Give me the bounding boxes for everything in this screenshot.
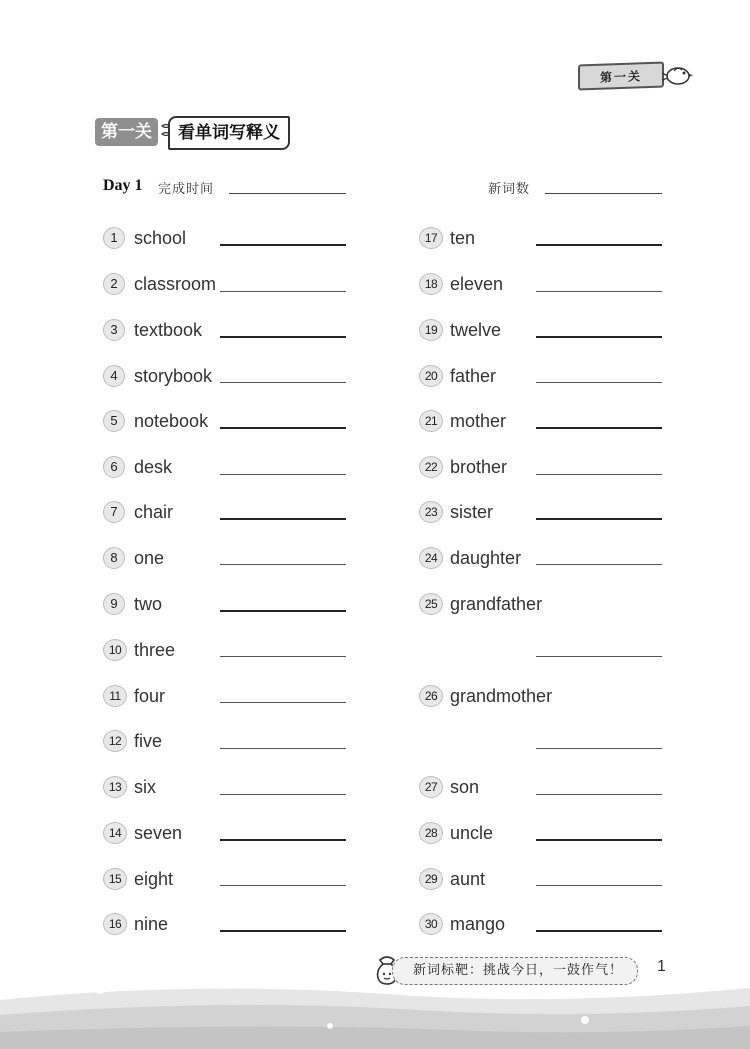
word-text: one [134, 548, 165, 568]
item-number: 17 [419, 227, 443, 249]
word-text: two [134, 594, 163, 614]
item-number: 21 [419, 410, 443, 432]
new-words-blank[interactable] [545, 193, 662, 194]
item-number: 14 [103, 822, 127, 844]
answer-blank[interactable] [536, 839, 662, 841]
item-number: 26 [419, 685, 443, 707]
answer-blank[interactable] [220, 656, 346, 657]
answer-blank[interactable] [536, 794, 662, 795]
word-text: storybook [134, 366, 213, 386]
completion-time-blank[interactable] [229, 193, 346, 194]
item-number: 5 [103, 410, 125, 432]
word-text: twelve [450, 320, 502, 340]
item-number: 18 [419, 273, 443, 295]
answer-blank[interactable] [220, 930, 346, 932]
item-number: 4 [103, 365, 125, 387]
answer-blank[interactable] [536, 518, 662, 520]
word-text: son [450, 777, 480, 797]
word-text: eight [134, 869, 174, 889]
item-number: 11 [103, 685, 127, 707]
word-text: grandmother [450, 686, 553, 706]
item-number: 28 [419, 822, 443, 844]
item-number: 23 [419, 501, 443, 523]
word-text: classroom [134, 274, 217, 294]
answer-blank[interactable] [220, 382, 346, 383]
footer-slogan: 新词标靶：挑战今日，一鼓作气！ [392, 957, 638, 985]
word-text: daughter [450, 548, 522, 568]
answer-blank[interactable] [220, 702, 346, 703]
word-text: brother [450, 457, 508, 477]
answer-blank[interactable] [220, 474, 346, 475]
answer-blank[interactable] [220, 794, 346, 795]
word-text: seven [134, 823, 183, 843]
answer-blank[interactable] [536, 474, 662, 475]
word-text: mother [450, 411, 507, 431]
answer-blank[interactable] [536, 382, 662, 383]
item-number: 22 [419, 456, 443, 478]
answer-blank[interactable] [536, 748, 662, 749]
item-number: 8 [103, 547, 125, 569]
item-number: 12 [103, 730, 127, 752]
word-text: five [134, 731, 163, 751]
word-text: uncle [450, 823, 494, 843]
answer-blank[interactable] [220, 564, 346, 565]
item-number: 30 [419, 913, 443, 935]
word-text: eleven [450, 274, 504, 294]
new-words-label: 新词数 [488, 182, 531, 197]
chapter-banner: 第一关 [578, 61, 664, 90]
item-number: 15 [103, 868, 127, 890]
section-badge: 第一关 [95, 118, 158, 146]
answer-blank[interactable] [220, 427, 346, 429]
answer-blank[interactable] [220, 885, 346, 886]
day-label: Day 1 [103, 177, 143, 194]
answer-blank[interactable] [536, 656, 662, 657]
item-number: 20 [419, 365, 443, 387]
section-title: 看单词写释义 [168, 116, 290, 150]
word-text: chair [134, 502, 174, 522]
item-number: 6 [103, 456, 125, 478]
word-text: four [134, 686, 166, 706]
word-text: school [134, 228, 187, 248]
word-text: ten [450, 228, 476, 248]
word-text: grandfather [450, 594, 543, 614]
answer-blank[interactable] [220, 244, 346, 246]
word-text: three [134, 640, 176, 660]
word-text: father [450, 366, 497, 386]
item-number: 2 [103, 273, 125, 295]
answer-blank[interactable] [220, 336, 346, 338]
answer-blank[interactable] [536, 291, 662, 292]
answer-blank[interactable] [220, 610, 346, 612]
item-number: 16 [103, 913, 127, 935]
item-number: 3 [103, 319, 125, 341]
item-number: 29 [419, 868, 443, 890]
word-text: mango [450, 914, 506, 934]
item-number: 7 [103, 501, 125, 523]
item-number: 13 [103, 776, 127, 798]
bird-icon [660, 62, 694, 88]
answer-blank[interactable] [536, 885, 662, 886]
item-number: 25 [419, 593, 443, 615]
word-text: desk [134, 457, 173, 477]
item-number: 19 [419, 319, 443, 341]
word-text: nine [134, 914, 169, 934]
word-text: aunt [450, 869, 486, 889]
page-number: 1 [657, 958, 666, 975]
word-text: notebook [134, 411, 209, 431]
answer-blank[interactable] [536, 930, 662, 932]
word-text: sister [450, 502, 494, 522]
answer-blank[interactable] [220, 291, 346, 292]
answer-blank[interactable] [536, 244, 662, 246]
answer-blank[interactable] [220, 748, 346, 749]
item-number: 10 [103, 639, 127, 661]
answer-blank[interactable] [536, 336, 662, 338]
answer-blank[interactable] [220, 518, 346, 520]
answer-blank[interactable] [220, 839, 346, 841]
item-number: 1 [103, 227, 125, 249]
answer-blank[interactable] [536, 427, 662, 429]
completion-time-label: 完成时间 [158, 182, 215, 197]
item-number: 27 [419, 776, 443, 798]
answer-blank[interactable] [536, 564, 662, 565]
word-text: textbook [134, 320, 203, 340]
item-number: 9 [103, 593, 125, 615]
word-text: six [134, 777, 156, 797]
item-number: 24 [419, 547, 443, 569]
